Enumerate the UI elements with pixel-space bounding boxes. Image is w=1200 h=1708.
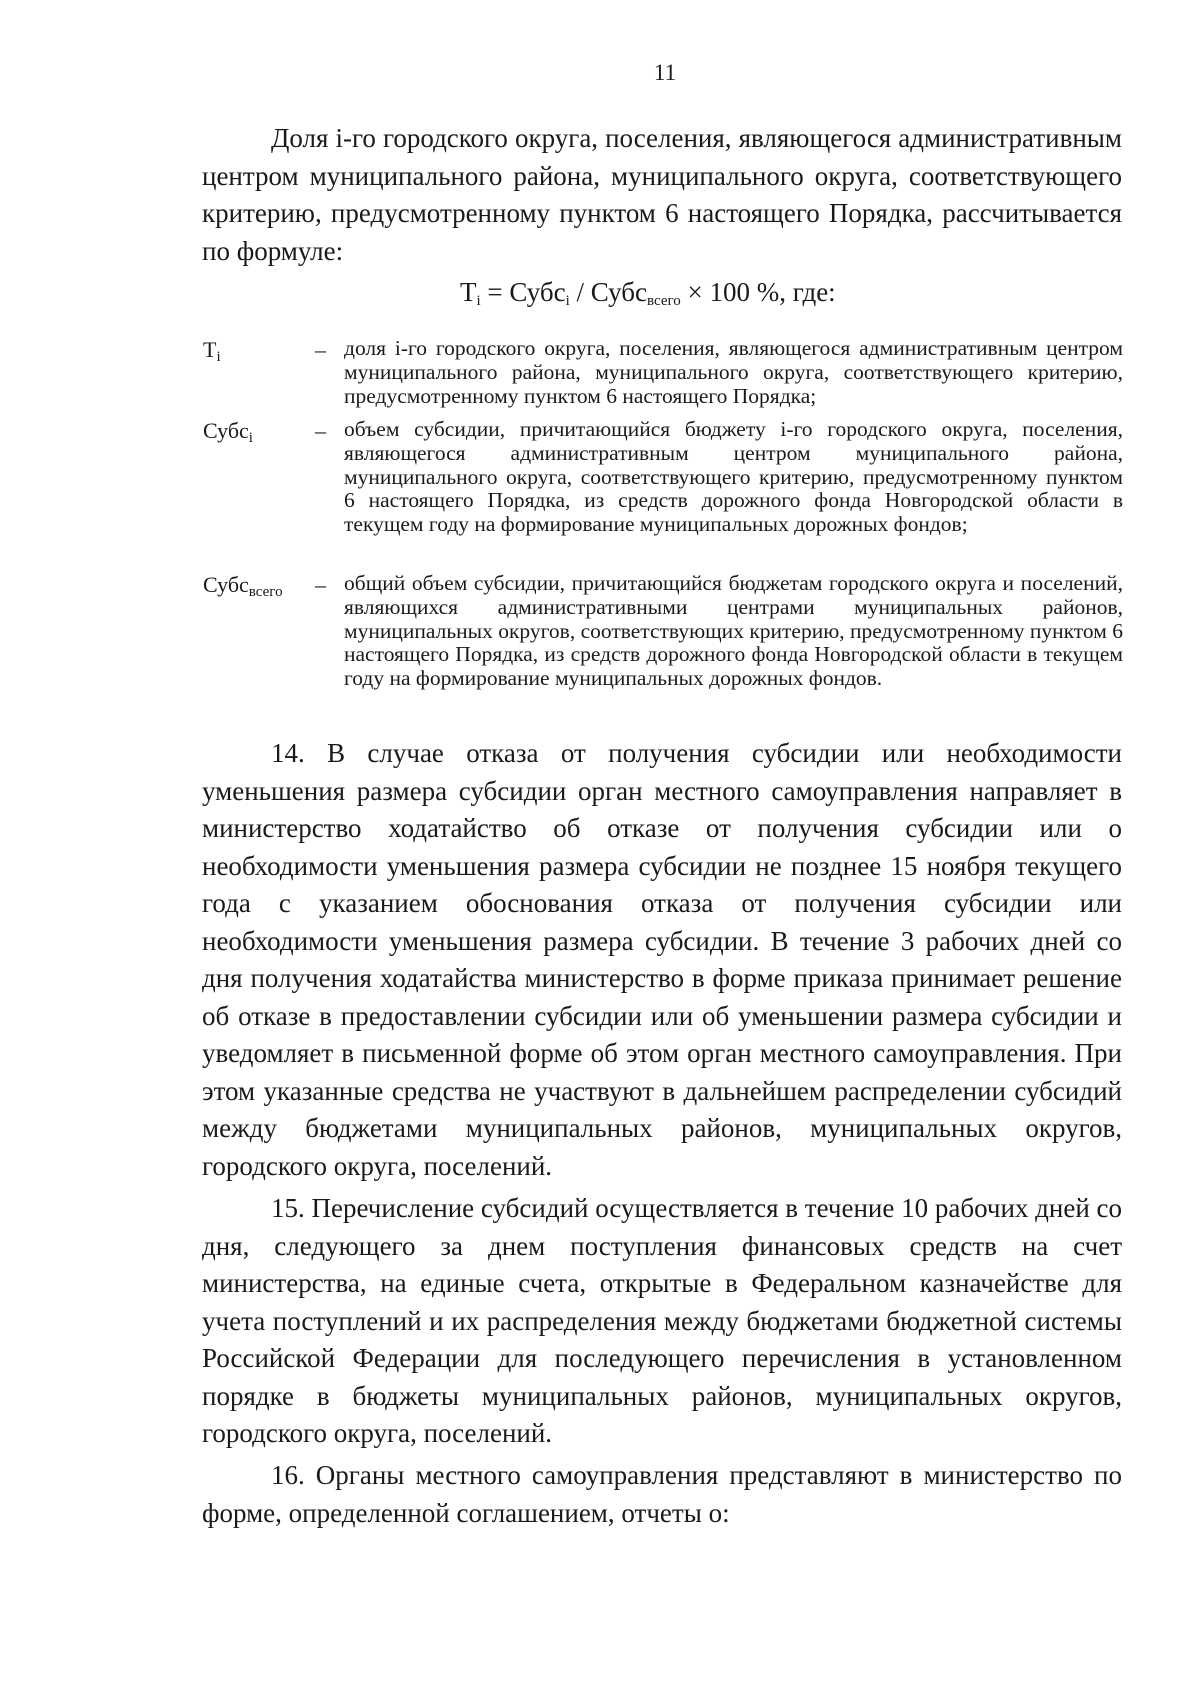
formula-total-subscript: всего [646,293,681,309]
term-base: Субс [203,572,249,597]
formula-tail: × 100 %, где: [680,277,836,307]
definition-text: доля i-го городского округа, поселения, являющегося административным центром муниципального района, муниципального округа, соответствующего критерию, предусмотренному пунктом 6 настоящего Порядка; [344,336,1123,408]
formula-divide-subs: / Субс [569,277,647,307]
formula-equals-subs: = Субс [480,277,566,307]
definition-term [203,418,253,447]
paragraph-16: 16. Органы местного самоуправления представляют в министерство по форме, определенной соглашением, отчеты о: [202,1460,1122,1528]
definition-dash: – [315,337,326,362]
term-subscript: всего [248,584,283,600]
definition-text: объем субсидии, причитающийся бюджету i-го городского округа, поселения, являющегося административным центром муниципального района, муниципального округа, соответствующего критерию, предусмотренному пунктом 6 настоящего Порядка, из средств дорожного фонда Новгородской области в текущем году на формирование муниципальных дорожных фондов; [344,417,1123,537]
definition-term [203,572,283,601]
term-subscript: i [216,349,221,365]
formula-subs-subscript: i [565,293,570,309]
paragraph-14: 14. В случае отказа от получения субсидии или необходимости уменьшения размера субсидии орган местного самоуправления направляет в министерство ходатайство об отказе от получения субсидии или о необходимости уменьшения размера субсидии не позднее 15 ноября текущего года с указанием обоснования отказа от получения субсидии или необходимости уменьшения размера субсидии. В течение 3 рабочих дней со дня получения ходатайства министерство в форме приказа принимает решение об отказе в предоставлении субсидии или об уменьшении размера субсидии и уведомляет в письменной форме об этом орган местного самоуправления. При этом указанные средства не участвуют в дальнейшем распределении субсидий между бюджетами муниципальных районов, муниципальных округов, городского округа, поселений. [202,738,1122,1181]
definition-term [203,337,221,366]
definition-dash: – [315,572,326,597]
formula-t: T [460,277,477,307]
paragraph-15: 15. Перечисление субсидий осуществляется в течение 10 рабочих дней со дня, следующего за днем поступления финансовых средств на счет министерства, на единые счета, открытые в Федеральном казначействе для учета поступлений и их распределения между бюджетами бюджетной системы Российской Федерации для последующего перечисления в установленном порядке в бюджеты муниципальных районов, муниципальных округов, городского округа, поселений. [202,1193,1123,1448]
formula [460,277,836,310]
definition-text: общий объем субсидии, причитающийся бюджетам городского округа и поселений, являющихся административными центрами муниципальных районов, муниципальных округов, соответствующих критерию, предусмотренному пунктом 6 настоящего Порядка, из средств дорожного фонда Новгородской области в текущем году на формирование муниципальных дорожных фондов. [344,571,1123,691]
intro-paragraph: Доля i-го городского округа, поселения, являющегося административным центром муниципального района, муниципального округа, соответствующего критерию, предусмотренному пунктом 6 настоящего Порядка, рассчитывается по формуле: [202,123,1122,266]
formula-t-subscript: i [476,293,481,309]
term-subscript: i [248,430,253,446]
page-number: 11 [653,60,677,85]
definition-dash: – [315,418,326,443]
term-base: Субс [203,418,249,443]
term-base: T [203,337,217,362]
